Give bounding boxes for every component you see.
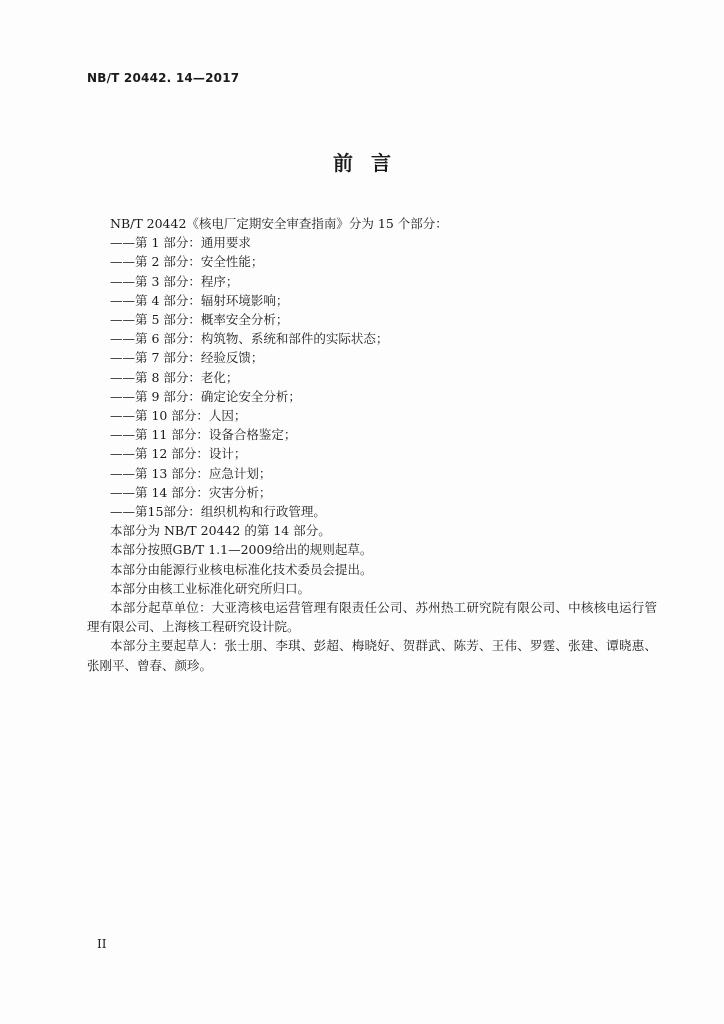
list-item: ——第 6 部分：构筑物、系统和部件的实际状态； (110, 331, 389, 347)
list-item: ——第 7 部分：经验反馈； (110, 350, 264, 366)
statement-drafting-rules: 本部分按照GB/T 1.1—2009给出的规则起草。 (110, 542, 373, 558)
list-item: ——第 5 部分：概率安全分析； (110, 312, 289, 328)
list-item: ——第 1 部分：通用要求 (110, 235, 251, 251)
page-number: II (97, 937, 107, 951)
drafters-paragraph: 本部分主要起草人：张士朋、李琪、彭超、梅晓好、贺群武、陈芳、王伟、罗霆、张建、谭晓惠、张刚平、曾春、颜珍。 (87, 638, 657, 673)
list-item: ——第 2 部分：安全性能； (110, 254, 264, 270)
foreword-body (87, 214, 657, 675)
page-title: 前言 (333, 151, 409, 175)
statement-administrator: 本部分由核工业标准化研究所归口。 (110, 580, 311, 596)
list-item: ——第 3 部分：程序； (110, 273, 239, 289)
list-item: ——第 14 部分：灾害分析； (110, 484, 272, 500)
list-item: ——第 10 部分：人因； (110, 408, 247, 424)
list-item: ——第15部分：组织机构和行政管理。 (110, 504, 326, 520)
list-item: ——第 4 部分：辐射环境影响； (110, 292, 289, 308)
list-item: ——第 8 部分：老化； (110, 369, 239, 385)
list-item: ——第 13 部分：应急计划； (110, 465, 272, 481)
list-item: ——第 12 部分：设计； (110, 446, 247, 462)
parts-list (87, 233, 657, 521)
drafting-units-paragraph: 本部分起草单位：大亚湾核电运营管理有限责任公司、苏州热工研究院有限公司、中核核电运行管理有限公司、上海核工程研究设计院。 (87, 600, 657, 635)
statement-part-number: 本部分为 NB/T 20442 的第 14 部分。 (110, 523, 331, 539)
standard-code: NB/T 20442. 14—2017 (87, 71, 240, 85)
intro-line: NB/T 20442《核电厂定期安全审查指南》分为 15 个部分： (110, 216, 448, 231)
list-item: ——第 9 部分：确定论安全分析； (110, 388, 301, 404)
statement-proposer: 本部分由能源行业核电标准化技术委员会提出。 (110, 561, 373, 577)
list-item: ——第 11 部分：设备合格鉴定； (110, 427, 297, 443)
